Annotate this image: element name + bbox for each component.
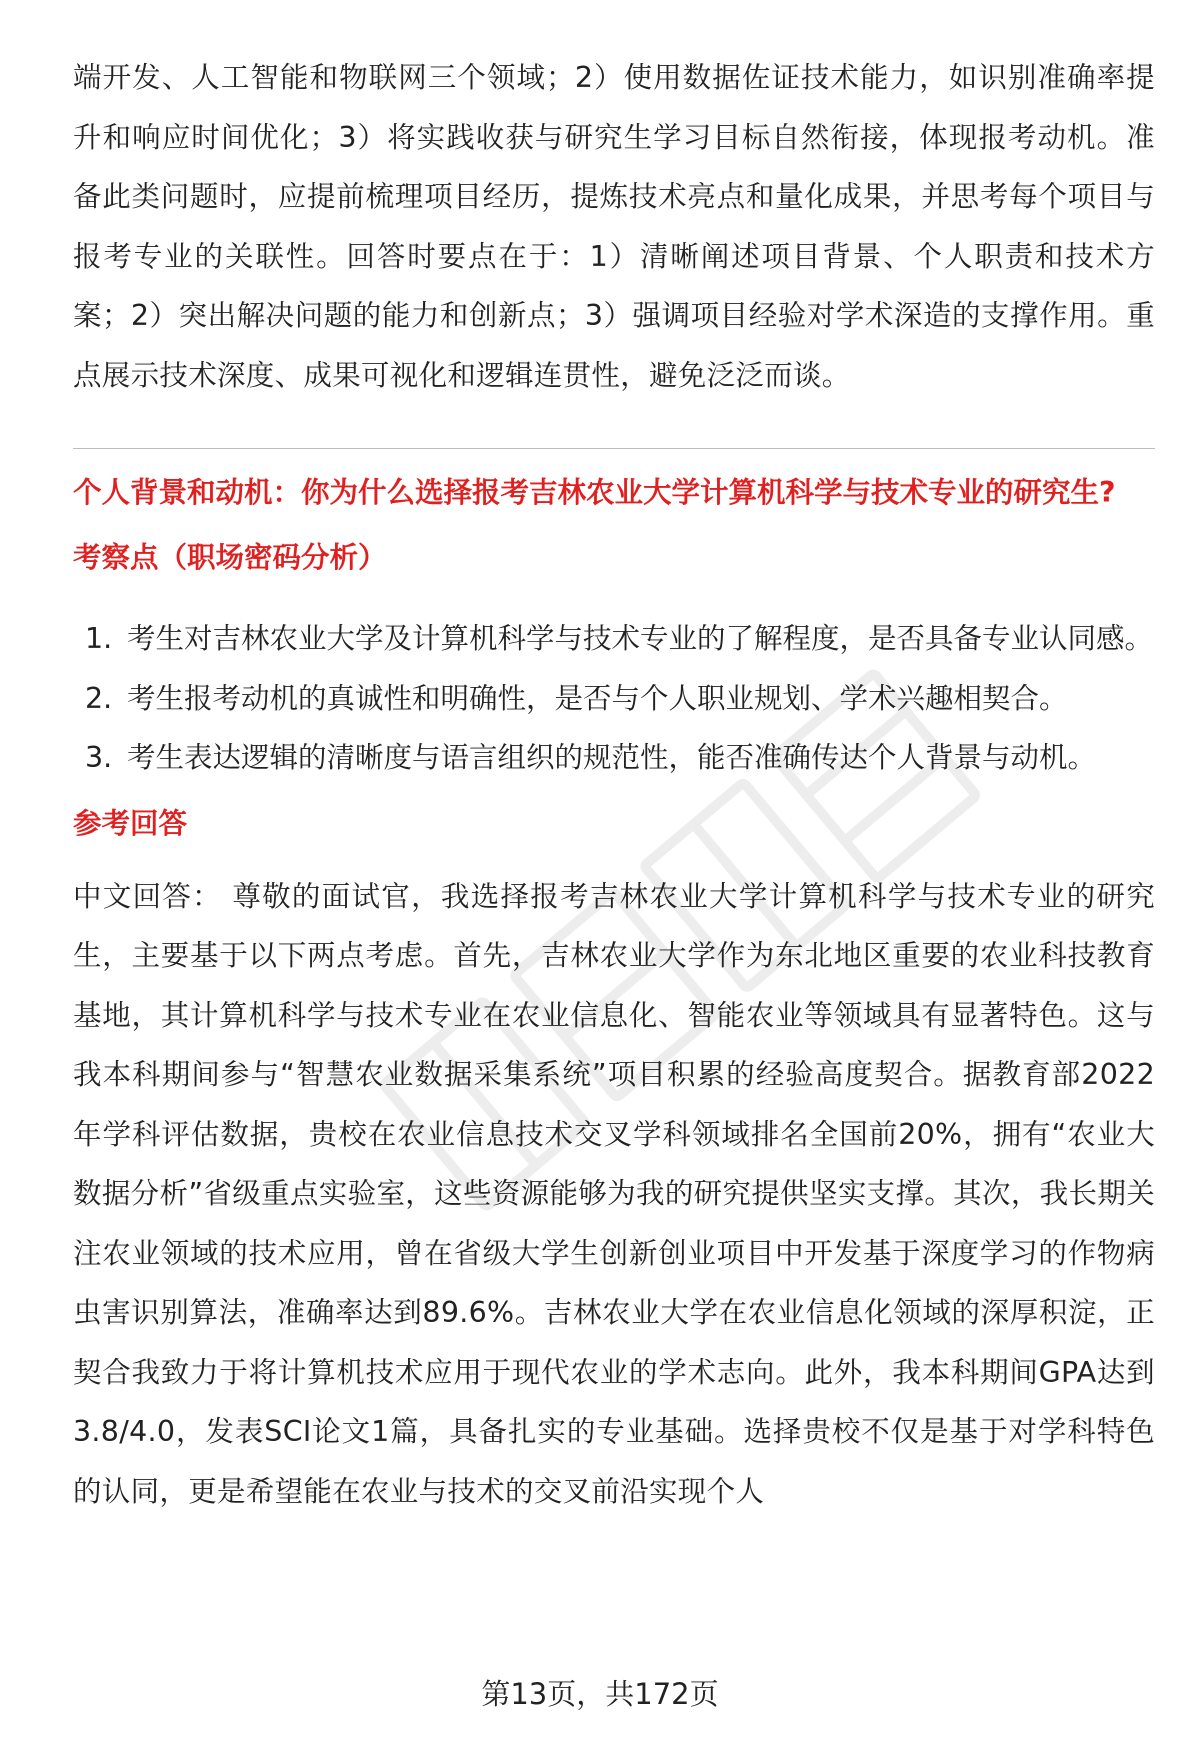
- page-number-footer: 第13页，共172页: [481, 1677, 719, 1711]
- answer-paragraph: 中文回答： 尊敬的面试官，我选择报考吉林农业大学计算机科学与技术专业的研究生，主要基于以下两点考虑。首先，吉林农业大学作为东北地区重要的农业科技教育基地，其计算机科学与技术专业在农业信息化、智能农业等领域具有显著特色。这与我本科期间参与“智慧农业数据采集系统”项目积累的经验高度契合。据教育部2022年学科评估数据，贵校在农业信息技术交叉学科领域排名全国前20%，拥有“农业大数据分析”省级重点实验室，这些资源能够为我的研究提供坚实支撑。其次，我长期关注农业领域的技术应用，曾在省级大学生创新创业项目中开发基于深度学习的作物病虫害识别算法，准确率达到89.6%。吉林农业大学在农业信息化领域的深厚积淀，正契合我致力于将计算机技术应用于现代农业的学术志向。此外，我本科期间GPA达到3.8/4.0，发表SCI论文1篇，具备扎实的专业基础。选择贵校不仅是基于对学科特色的认同，更是希望能在农业与技术的交叉前沿实现个人: [73, 879, 1155, 1508]
- list-item-text: 考生对吉林农业大学及计算机科学与技术专业的了解程度，是否具备专业认同感。: [127, 622, 1154, 655]
- list-item-number: 2.: [85, 681, 113, 715]
- list-item: [73, 609, 1155, 669]
- list-item-text: 考生报考动机的真诚性和明确性，是否与个人职业规划、学术兴趣相契合。: [127, 681, 1068, 715]
- assessment-points-list: [73, 609, 1155, 788]
- question-title: 个人背景和动机：你为什么选择报考吉林农业大学计算机科学与技术专业的研究生?: [73, 476, 1116, 509]
- intro-paragraph: 端开发、人工智能和物联网三个领域；2）使用数据佐证技术能力，如识别准确率提升和响应时间优化；3）将实践收获与研究生学习目标自然衔接，体现报考动机。准备此类问题时，应提前梳理项目经历，提炼技术亮点和量化成果，并思考每个项目与报考专业的关联性。回答时要点在于：1）清晰阐述项目背景、个人职责和技术方案；2）突出解决问题的能力和创新点；3）强调项目经验对学术深造的支撑作用。重点展示技术深度、成果可视化和逻辑连贯性，避免泛泛而谈。: [73, 61, 1155, 392]
- section-divider: [73, 448, 1155, 449]
- answer-heading: 参考回答: [73, 806, 188, 840]
- list-item-number: 3.: [85, 741, 113, 774]
- assessment-heading: 考察点（职场密码分析）: [73, 541, 387, 574]
- list-item: [73, 728, 1155, 788]
- list-item-number: 1.: [85, 622, 113, 655]
- list-item-text: 考生表达逻辑的清晰度与语言组织的规范性，能否准确传达个人背景与动机。: [127, 741, 1097, 774]
- list-item: [73, 669, 1155, 729]
- document-page: [73, 48, 1155, 1521]
